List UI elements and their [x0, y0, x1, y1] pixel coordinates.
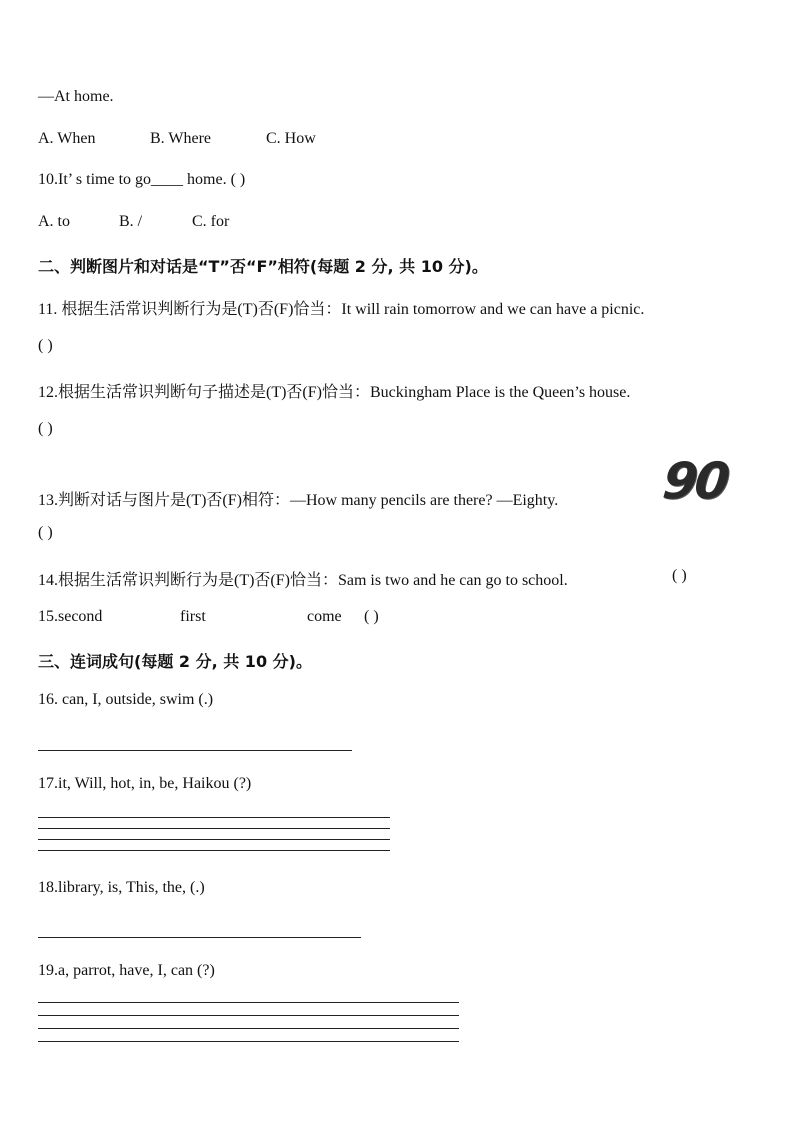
q9-option-c: C. How: [266, 130, 316, 147]
q10-option-c: C. for: [192, 213, 230, 230]
q14-answer-blank[interactable]: ( ): [672, 567, 687, 584]
q14-stem: 14.根据生活常识判断行为是(T)否(F)恰当：Sam is two and he can go to school.: [38, 572, 568, 589]
q15-word-3: come: [307, 608, 342, 625]
q17-answer-line-4[interactable]: [38, 850, 390, 851]
q19-answer-line-1[interactable]: [38, 1002, 459, 1003]
q19-answer-line-4[interactable]: [38, 1041, 459, 1042]
q10-stem: 10.It’ s time to go____ home. ( ): [38, 171, 246, 188]
q15-word-1: 15.second: [38, 608, 103, 625]
q11-answer-blank[interactable]: ( ): [38, 337, 53, 354]
q9-option-a: A. When: [38, 130, 96, 147]
q19-answer-line-3[interactable]: [38, 1028, 459, 1029]
q15-answer-blank[interactable]: ( ): [364, 608, 379, 625]
q13-answer-blank[interactable]: ( ): [38, 524, 53, 541]
q18-words: 18.library, is, This, the, (.): [38, 879, 205, 896]
q17-words: 17.it, Will, hot, in, be, Haikou (?): [38, 775, 252, 792]
q10-option-a: A. to: [38, 213, 70, 230]
q13-stem: 13.判断对话与图片是(T)否(F)相符：—How many pencils are there? —Eighty.: [38, 492, 559, 509]
q12-stem: 12.根据生活常识判断句子描述是(T)否(F)恰当：Buckingham Place is the Queen’s house.: [38, 384, 631, 401]
q10-option-b: B. /: [119, 213, 143, 230]
q17-answer-line-3[interactable]: [38, 839, 390, 840]
q11-stem: 11. 根据生活常识判断行为是(T)否(F)恰当：It will rain tomorrow and we can have a picnic.: [38, 301, 645, 318]
q15-word-2: first: [180, 608, 206, 625]
q9-answer-line: —At home.: [38, 88, 114, 105]
q18-answer-line[interactable]: [38, 937, 361, 938]
q12-answer-blank[interactable]: ( ): [38, 420, 53, 437]
q19-words: 19.a, parrot, have, I, can (?): [38, 962, 215, 979]
q19-answer-line-2[interactable]: [38, 1015, 459, 1016]
q16-words: 16. can, I, outside, swim (.): [38, 691, 214, 708]
q16-answer-line[interactable]: [38, 750, 352, 751]
q17-answer-line-1[interactable]: [38, 817, 390, 818]
q17-answer-line-2[interactable]: [38, 828, 390, 829]
number-90-image: 90: [659, 452, 730, 510]
section-3-heading: 三、连词成句(每题 2 分, 共 10 分)。: [38, 652, 312, 671]
section-2-heading: 二、判断图片和对话是“T”否“F”相符(每题 2 分, 共 10 分)。: [38, 257, 488, 276]
q9-option-b: B. Where: [150, 130, 212, 147]
